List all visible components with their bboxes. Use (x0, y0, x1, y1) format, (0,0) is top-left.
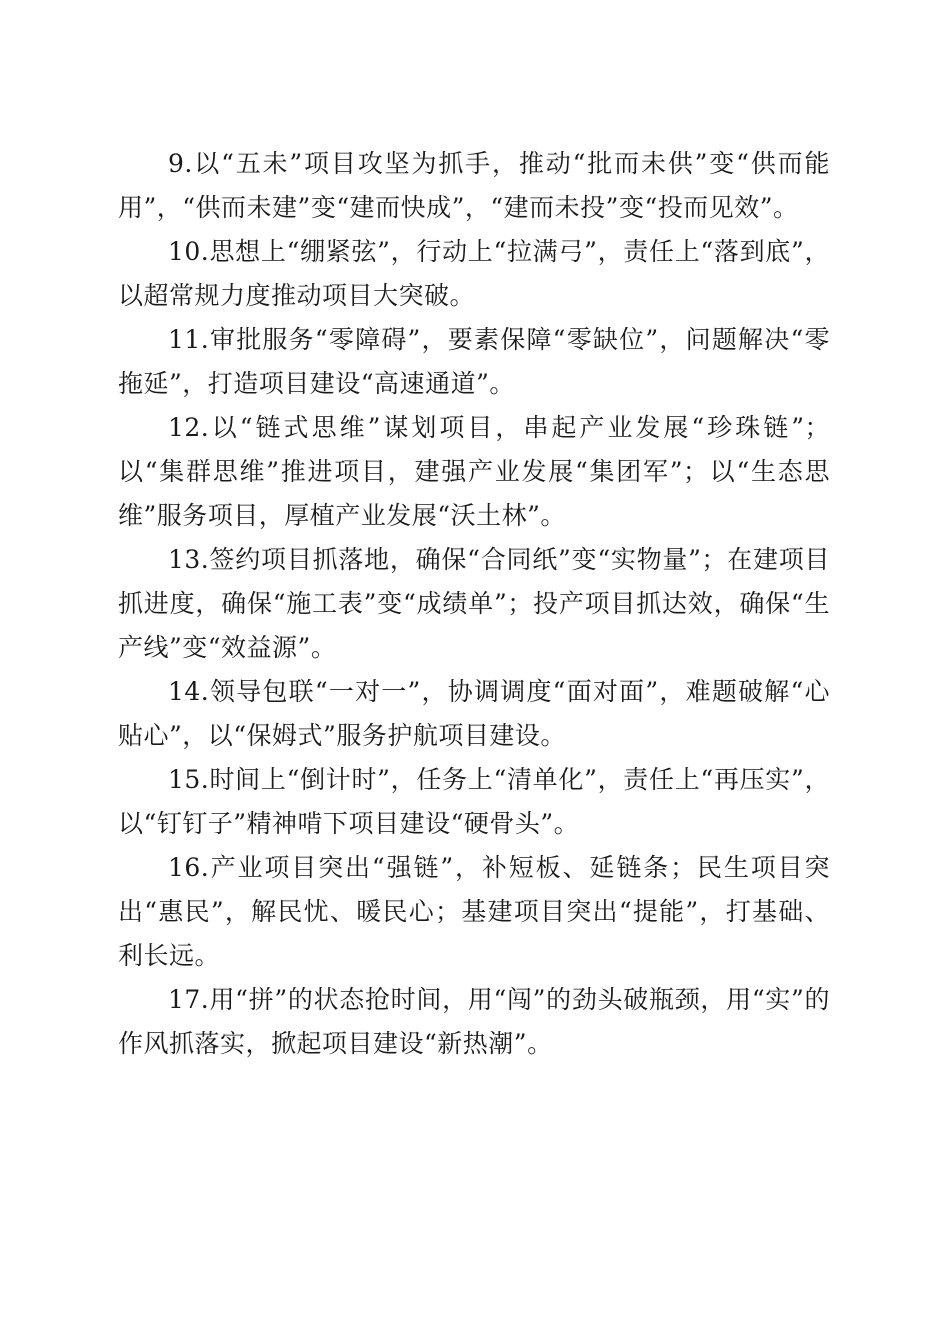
paragraph-10: 10.思想上“绷紧弦”，行动上“拉满弓”，责任上“落到底”，以超常规力度推动项目大突破。 (118, 237, 830, 310)
paragraph-11: 11.审批服务“零障碍”，要素保障“零缺位”，问题解决“零拖延”，打造项目建设“高速通道”。 (118, 325, 830, 398)
paragraph-14: 14.领导包联“一对一”，协调调度“面对面”，难题破解“心贴心”，以“保姆式”服务护航项目建设。 (118, 677, 830, 750)
paragraph-16: 16.产业项目突出“强链”，补短板、延链条；民生项目突出“惠民”，解民忧、暖民心；基建项目突出“提能”，打基础、利长远。 (118, 853, 830, 970)
paragraph-17: 17.用“拼”的状态抢时间，用“闯”的劲头破瓶颈，用“实”的作风抓落实，掀起项目建设“新热潮”。 (118, 985, 830, 1058)
paragraph-9: 9.以“五未”项目攻坚为抓手，推动“批而未供”变“供而能用”，“供而未建”变“建而快成”，“建而未投”变“投而见效”。 (118, 149, 830, 222)
paragraph-12: 12.以“链式思维”谋划项目，串起产业发展“珍珠链”；以“集群思维”推进项目，建强产业发展“集团军”；以“生态思维”服务项目，厚植产业发展“沃土林”。 (118, 413, 830, 530)
document-page (118, 142, 830, 1066)
paragraph-15: 15.时间上“倒计时”，任务上“清单化”，责任上“再压实”，以“钉钉子”精神啃下项目建设“硬骨头”。 (118, 765, 830, 838)
paragraph-13: 13.签约项目抓落地，确保“合同纸”变“实物量”；在建项目抓进度，确保“施工表”变“成绩单”；投产项目抓达效，确保“生产线”变“效益源”。 (118, 545, 830, 662)
